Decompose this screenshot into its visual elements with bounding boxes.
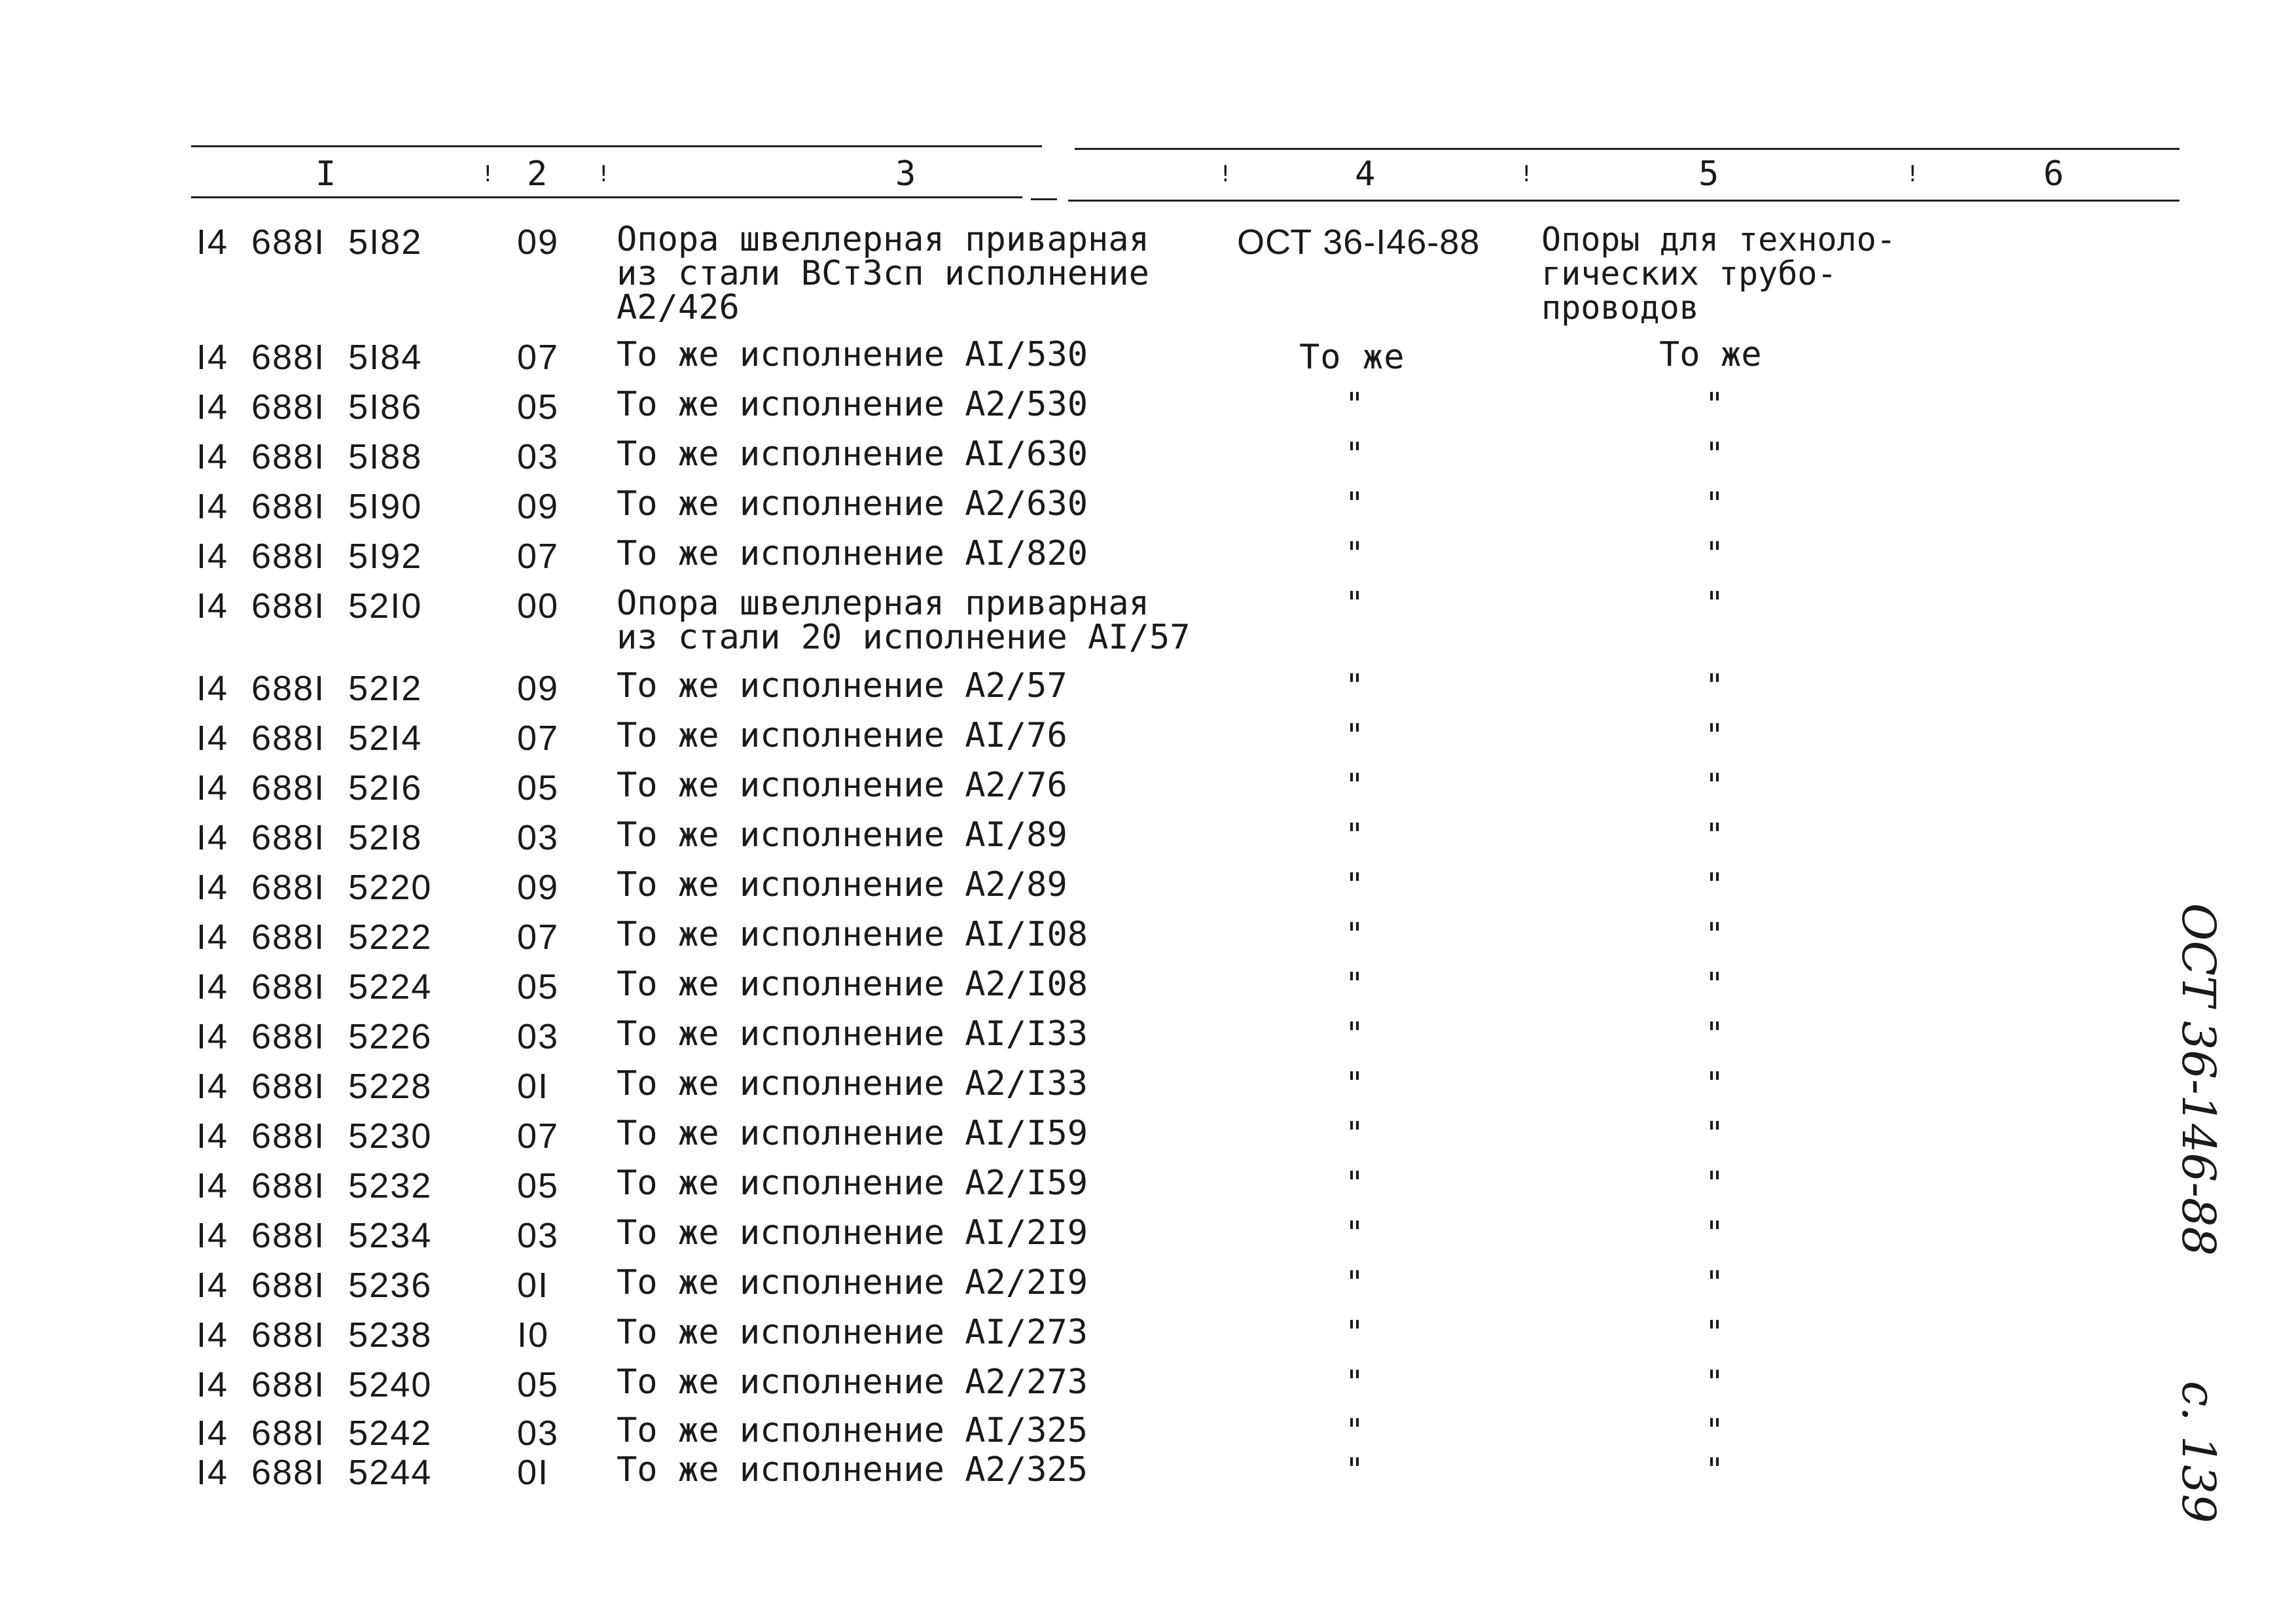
designation-code: I4 688I 5224 bbox=[196, 967, 433, 1007]
designation-code: I4 688I 5220 bbox=[196, 868, 433, 907]
check-digits: 0I bbox=[517, 1067, 550, 1106]
application-note: " bbox=[1705, 817, 1724, 853]
application-note: " bbox=[1705, 1115, 1724, 1152]
designation-code: I4 688I 5238 bbox=[196, 1315, 433, 1355]
check-digits: 05 bbox=[517, 768, 560, 808]
standard-reference: ОСТ 36-I46-88 bbox=[1237, 223, 1480, 262]
header-rule-left bbox=[191, 196, 1022, 198]
designation-code: I4 688I 5232 bbox=[196, 1166, 433, 1205]
item-description: То же исполнение АI/76 bbox=[617, 716, 1067, 755]
check-digits: 00 bbox=[517, 586, 560, 626]
item-description: То же исполнение А2/I08 bbox=[617, 965, 1088, 1004]
item-description: То же исполнение А2/2I9 bbox=[617, 1263, 1088, 1302]
check-digits: I0 bbox=[517, 1315, 550, 1355]
header-separator: ! bbox=[481, 161, 495, 187]
standard-reference: " bbox=[1345, 1065, 1365, 1102]
header-separator: ! bbox=[597, 161, 611, 187]
application-note: " bbox=[1705, 767, 1724, 804]
application-note: " bbox=[1705, 1016, 1724, 1052]
standard-reference: " bbox=[1345, 386, 1365, 423]
designation-code: I4 688I 5244 bbox=[196, 1453, 433, 1492]
application-note: " bbox=[1705, 1264, 1724, 1301]
header-col-3: 3 bbox=[895, 154, 916, 194]
application-note: " bbox=[1705, 535, 1724, 572]
designation-code: I4 688I 5234 bbox=[196, 1216, 433, 1255]
standard-reference: То же bbox=[1299, 338, 1405, 377]
standard-reference: " bbox=[1345, 1016, 1365, 1052]
application-note: " bbox=[1705, 668, 1724, 704]
item-description: То же исполнение АI/273 bbox=[617, 1313, 1088, 1352]
standard-reference: " bbox=[1345, 1314, 1365, 1351]
item-description: То же исполнение АI/820 bbox=[617, 534, 1088, 573]
designation-code: I4 688I 5240 bbox=[196, 1365, 433, 1404]
standard-reference: " bbox=[1345, 668, 1365, 704]
item-description: То же исполнение А2/630 bbox=[617, 484, 1088, 524]
application-note: " bbox=[1705, 866, 1724, 903]
application-note: " bbox=[1705, 966, 1724, 1003]
application-note: " bbox=[1705, 1364, 1724, 1400]
check-digits: 03 bbox=[517, 818, 560, 857]
item-description: То же исполнение А2/76 bbox=[617, 766, 1067, 805]
standard-reference: " bbox=[1345, 1452, 1365, 1488]
application-note: " bbox=[1705, 1314, 1724, 1351]
designation-code: I4 688I 5I90 bbox=[196, 487, 423, 526]
standard-reference: " bbox=[1345, 717, 1365, 754]
check-digits: 05 bbox=[517, 967, 560, 1007]
designation-code: I4 688I 52I6 bbox=[196, 768, 423, 808]
application-note: " bbox=[1705, 436, 1724, 473]
application-note: Опоры для техноло- гических трубо- проводов bbox=[1541, 221, 1896, 327]
designation-code: I4 688I 5236 bbox=[196, 1266, 433, 1305]
designation-code: I4 688I 5I82 bbox=[196, 223, 423, 262]
item-description: То же исполнение А2/57 bbox=[617, 666, 1067, 705]
item-description: То же исполнение А2/530 bbox=[617, 385, 1088, 424]
check-digits: 09 bbox=[517, 868, 560, 907]
designation-code: I4 688I 52I2 bbox=[196, 669, 423, 708]
header-separator: ! bbox=[1906, 161, 1920, 187]
designation-code: I4 688I 5230 bbox=[196, 1116, 433, 1156]
item-description: То же исполнение А2/273 bbox=[617, 1363, 1088, 1402]
designation-code: I4 688I 5226 bbox=[196, 1017, 433, 1056]
designation-code: I4 688I 5I92 bbox=[196, 537, 423, 576]
designation-code: I4 688I 5I84 bbox=[196, 338, 423, 377]
standard-reference: " bbox=[1345, 1364, 1365, 1400]
item-description: То же исполнение АI/I33 bbox=[617, 1014, 1088, 1054]
standard-reference: " bbox=[1345, 1165, 1365, 1202]
top-rule-left bbox=[191, 145, 1042, 147]
margin-standard-number: ОСТ 36-146-88 bbox=[2172, 903, 2225, 1256]
designation-code: I4 688I 52I0 bbox=[196, 586, 423, 626]
check-digits: 07 bbox=[517, 1116, 560, 1156]
standard-reference: " bbox=[1345, 767, 1365, 804]
item-description: То же исполнение АI/325 bbox=[617, 1411, 1088, 1450]
application-note: То же bbox=[1659, 335, 1762, 374]
check-digits: 03 bbox=[517, 1216, 560, 1255]
designation-code: I4 688I 5228 bbox=[196, 1067, 433, 1106]
check-digits: 07 bbox=[517, 719, 560, 758]
application-note: " bbox=[1705, 1165, 1724, 1202]
standard-reference: " bbox=[1345, 1215, 1365, 1251]
item-description: То же исполнение АI/I59 bbox=[617, 1114, 1088, 1153]
check-digits: 0I bbox=[517, 1453, 550, 1492]
standard-reference: " bbox=[1345, 1412, 1365, 1449]
standard-reference: " bbox=[1345, 1115, 1365, 1152]
item-description: То же исполнение А2/I59 bbox=[617, 1164, 1088, 1203]
check-digits: 05 bbox=[517, 1365, 560, 1404]
item-description: То же исполнение АI/630 bbox=[617, 435, 1088, 474]
check-digits: 05 bbox=[517, 1166, 560, 1205]
standard-reference: " bbox=[1345, 535, 1365, 572]
item-description: То же исполнение АI/I08 bbox=[617, 915, 1088, 954]
standard-reference: " bbox=[1345, 436, 1365, 473]
header-col-1: I bbox=[315, 154, 336, 194]
top-rule-right bbox=[1075, 148, 2179, 150]
item-description: То же исполнение А2/I33 bbox=[617, 1064, 1088, 1103]
standard-reference: " bbox=[1345, 817, 1365, 853]
standard-reference: " bbox=[1345, 966, 1365, 1003]
header-col-4: 4 bbox=[1355, 154, 1376, 194]
application-note: " bbox=[1705, 1412, 1724, 1449]
item-description: Опора швеллерная приварная из стали 20 исполнение АI/57 bbox=[617, 584, 1191, 657]
check-digits: 09 bbox=[517, 669, 560, 708]
item-description: То же исполнение А2/89 bbox=[617, 865, 1067, 904]
check-digits: 09 bbox=[517, 223, 560, 262]
check-digits: 09 bbox=[517, 487, 560, 526]
application-note: " bbox=[1705, 486, 1724, 522]
header-rule-mid bbox=[1031, 198, 1057, 200]
item-description: То же исполнение АI/2I9 bbox=[617, 1213, 1088, 1253]
designation-code: I4 688I 5242 bbox=[196, 1414, 433, 1453]
item-description: То же исполнение АI/530 bbox=[617, 335, 1088, 374]
application-note: " bbox=[1705, 1452, 1724, 1488]
application-note: " bbox=[1705, 1215, 1724, 1251]
check-digits: 05 bbox=[517, 387, 560, 427]
standard-reference: " bbox=[1345, 866, 1365, 903]
check-digits: 07 bbox=[517, 918, 560, 957]
designation-code: I4 688I 5222 bbox=[196, 918, 433, 957]
check-digits: 03 bbox=[517, 437, 560, 476]
standard-reference: " bbox=[1345, 916, 1365, 953]
header-rule-right bbox=[1068, 200, 2179, 202]
application-note: " bbox=[1705, 1065, 1724, 1102]
check-digits: 03 bbox=[517, 1017, 560, 1056]
item-description: Опора швеллерная приварная из стали ВСт3сп исполнение А2/426 bbox=[617, 220, 1149, 327]
application-note: " bbox=[1705, 585, 1724, 622]
designation-code: I4 688I 5I86 bbox=[196, 387, 423, 427]
margin-page-number: с. 139 bbox=[2172, 1381, 2225, 1524]
header-separator: ! bbox=[1520, 161, 1534, 187]
standard-reference: " bbox=[1345, 486, 1365, 522]
standard-reference: " bbox=[1345, 1264, 1365, 1301]
header-col-2: 2 bbox=[527, 154, 548, 194]
header-col-6: 6 bbox=[2043, 154, 2064, 194]
designation-code: I4 688I 52I4 bbox=[196, 719, 423, 758]
designation-code: I4 688I 52I8 bbox=[196, 818, 423, 857]
standard-reference: " bbox=[1345, 585, 1365, 622]
header-separator: ! bbox=[1219, 161, 1232, 187]
item-description: То же исполнение А2/325 bbox=[617, 1450, 1088, 1489]
check-digits: 07 bbox=[517, 537, 560, 576]
item-description: То же исполнение АI/89 bbox=[617, 815, 1067, 855]
check-digits: 03 bbox=[517, 1414, 560, 1453]
application-note: " bbox=[1705, 916, 1724, 953]
check-digits: 0I bbox=[517, 1266, 550, 1305]
application-note: " bbox=[1705, 386, 1724, 423]
designation-code: I4 688I 5I88 bbox=[196, 437, 423, 476]
application-note: " bbox=[1705, 717, 1724, 754]
header-col-5: 5 bbox=[1698, 154, 1719, 194]
check-digits: 07 bbox=[517, 338, 560, 377]
